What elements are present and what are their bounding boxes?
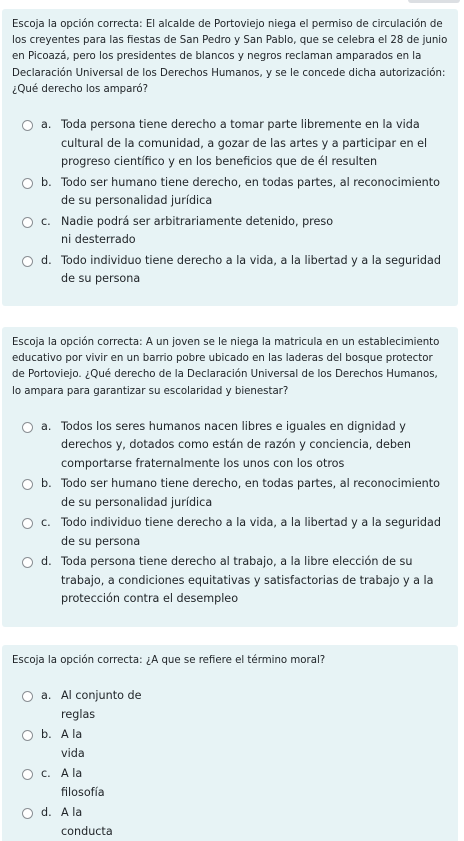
option-letter: d.	[41, 253, 52, 267]
option-letter: c.	[41, 767, 51, 781]
option-letter: a.	[41, 419, 52, 433]
option-label: Nadie podrá ser arbitrariamente detenido, preso ni desterrado	[61, 214, 334, 247]
question-card-1	[2, 9, 458, 306]
option-label: A la filosofía	[61, 767, 105, 799]
option-label: Toda persona tiene derecho a tomar parte libremente en la vida cultural de la comunidad, a gozar de las artes y a participar en el progreso científico y en los beneficios que de él resulten	[61, 118, 428, 169]
radio-button-icon[interactable]	[22, 178, 33, 189]
option-letter: c.	[41, 516, 51, 530]
option-label: Todo ser humano tiene derecho, en todas partes, al reconocimiento de su personalidad jurídica	[61, 175, 440, 208]
radio-button-icon[interactable]	[22, 120, 33, 131]
option-label: A la vida	[61, 728, 85, 760]
question-prompt: Escoja la opción correcta: A un joven se le niega la matricula en un establecimiento educativo por vivir en un barrio pobre ubicado en las laderas del bosque protector de Portoviejo. ¿Qué derecho de la Declaración Universal de los Derechos Humanos, lo ampara para garantizar su escolaridad y bienestar?	[12, 337, 440, 397]
question-prompt: Escoja la opción correcta: El alcalde de Portoviejo niega el permiso de circulación de los creyentes para las fiestas de San Pedro y San Pablo, que se celebra el 28 de junio en Picoazá, pero los presidentes de blancos y negros reclaman amparados en la Declaración Universal de los Derechos Humanos, y se le concede dicha autorización: ¿Qué derecho los amparó?	[12, 19, 448, 95]
answer-list	[12, 116, 448, 289]
option-letter: a.	[41, 118, 52, 132]
radio-button-icon[interactable]	[22, 256, 33, 267]
option-label: Al conjunto de reglas	[61, 689, 142, 721]
answer-option-d[interactable]	[12, 252, 448, 289]
option-letter: b.	[41, 728, 52, 742]
option-letter: c.	[41, 214, 51, 228]
answer-option-b[interactable]	[12, 726, 448, 763]
answer-option-d[interactable]	[12, 804, 448, 841]
answer-option-c[interactable]	[12, 514, 448, 551]
answer-option-c[interactable]	[12, 765, 448, 802]
answer-option-b[interactable]	[12, 475, 448, 512]
answer-option-a[interactable]	[12, 687, 448, 724]
answer-option-c[interactable]	[12, 213, 448, 250]
answer-option-a[interactable]	[12, 116, 448, 172]
option-label: Toda persona tiene derecho al trabajo, a la libre elección de su trabajo, a condiciones equitativas y satisfactorias de trabajo y a la protección contra el desempleo	[61, 555, 434, 606]
option-letter: d.	[41, 555, 52, 569]
answer-list	[12, 418, 448, 609]
option-letter: b.	[41, 477, 52, 491]
answer-list	[12, 687, 448, 841]
option-label: Todo individuo tiene derecho a la vida, a la libertad y a la seguridad de su persona	[61, 516, 441, 548]
radio-button-icon[interactable]	[22, 557, 33, 568]
option-letter: b.	[41, 175, 52, 189]
radio-button-icon[interactable]	[22, 518, 33, 529]
answer-option-a[interactable]	[12, 418, 448, 474]
option-label: Todo ser humano tiene derecho, en todas partes, al reconocimiento de su personalidad jurídica	[61, 477, 440, 509]
question-card-3	[2, 645, 458, 841]
option-label: Todo individuo tiene derecho a la vida, a la libertad y a la seguridad de su persona	[61, 253, 441, 286]
radio-button-icon[interactable]	[22, 217, 33, 228]
question-prompt: Escoja la opción correcta: ¿A que se refiere el término moral?	[12, 655, 326, 666]
radio-button-icon[interactable]	[22, 808, 33, 819]
radio-button-icon[interactable]	[22, 769, 33, 780]
option-label: Todos los seres humanos nacen libres e iguales en dignidad y derechos y, dotados como están de razón y conciencia, deben comportarse fraternalmente los unos con los otros	[61, 419, 411, 470]
answer-option-d[interactable]	[12, 553, 448, 609]
answer-option-b[interactable]	[12, 174, 448, 211]
radio-button-icon[interactable]	[22, 730, 33, 741]
radio-button-icon[interactable]	[22, 422, 33, 433]
radio-button-icon[interactable]	[22, 691, 33, 702]
option-letter: a.	[41, 689, 52, 703]
option-letter: d.	[41, 806, 52, 820]
question-card-2	[2, 327, 458, 627]
option-label: A la conducta	[61, 806, 113, 838]
scroll-edge-indicator	[408, 0, 460, 3]
radio-button-icon[interactable]	[22, 479, 33, 490]
